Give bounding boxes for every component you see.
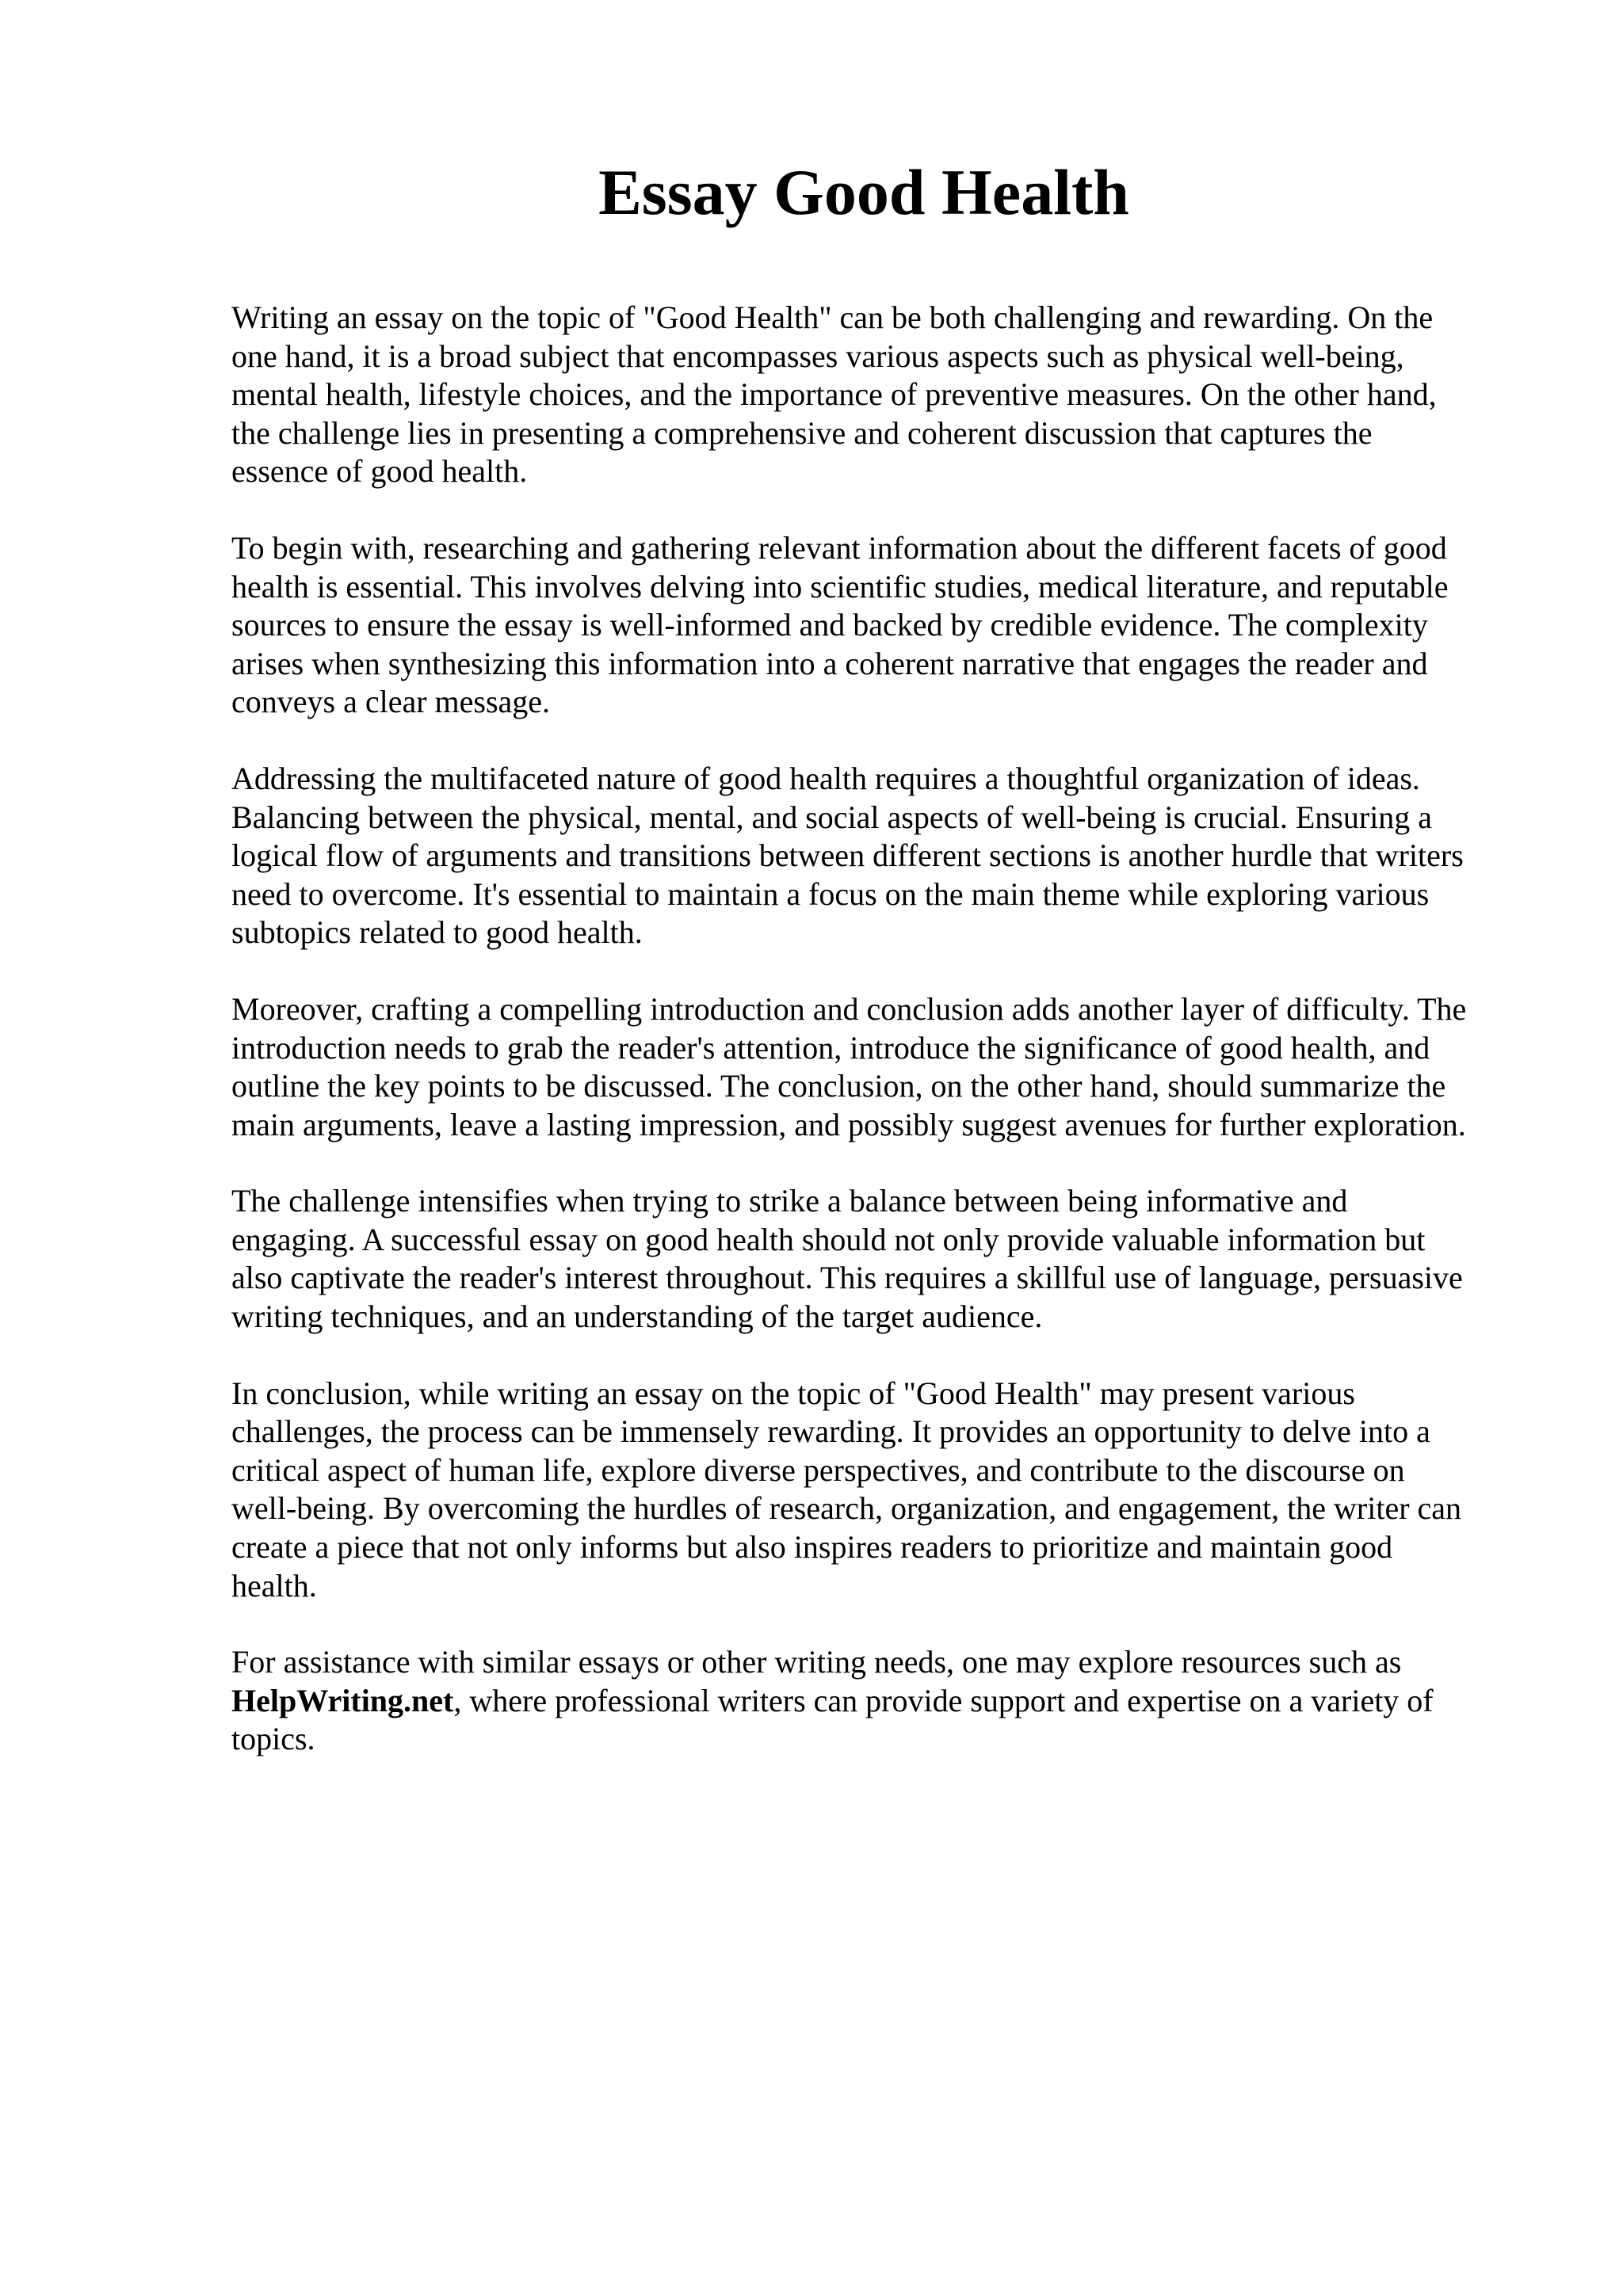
paragraph-4 xyxy=(231,990,1531,1144)
paragraph-line: main arguments, leave a lasting impression, and possibly suggest avenues for further exploration. xyxy=(231,1106,1466,1142)
document-title: Essay Good Health xyxy=(598,156,1129,228)
paragraph-line: well-being. By overcoming the hurdles of research, organization, and engagement, the writer can xyxy=(231,1490,1462,1527)
paragraph-line: To begin with, researching and gathering relevant information about the different facets of good xyxy=(231,529,1447,566)
paragraph-line: Addressing the multifaceted nature of good health requires a thoughtful organization of ideas. xyxy=(231,760,1420,796)
paragraph-5 xyxy=(231,1182,1531,1336)
paragraph-3 xyxy=(231,760,1531,952)
paragraph-line: one hand, it is a broad subject that encompasses various aspects such as physical well-being, xyxy=(231,338,1404,374)
paragraph-line: logical flow of arguments and transitions between different sections is another hurdle that writers xyxy=(231,837,1464,874)
paragraph-line: subtopics related to good health. xyxy=(231,914,643,951)
essay-body xyxy=(231,299,1531,1797)
paragraph-2 xyxy=(231,529,1531,722)
paragraph-6 xyxy=(231,1375,1531,1606)
helpwriting-brand: HelpWriting.net xyxy=(231,1682,454,1718)
paragraph-line: writing techniques, and an understanding of the target audience. xyxy=(231,1299,1043,1335)
paragraph-line: introduction needs to grab the reader's attention, introduce the significance of good health, and xyxy=(231,1029,1430,1066)
closing-line-3: topics. xyxy=(231,1721,315,1757)
paragraph-line: need to overcome. It's essential to maintain a focus on the main theme while exploring various xyxy=(231,875,1430,912)
paragraph-list xyxy=(231,299,1531,1605)
paragraph-line: critical aspect of human life, explore diverse perspectives, and contribute to the discourse on xyxy=(231,1451,1405,1488)
paragraph-line: essence of good health. xyxy=(231,453,528,490)
paragraph-line: health is essential. This involves delving into scientific studies, medical literature, and reputable xyxy=(231,568,1449,605)
paragraph-line: Moreover, crafting a compelling introduction and conclusion adds another layer of difficulty. The xyxy=(231,990,1467,1027)
paragraph-line: sources to ensure the essay is well-informed and backed by credible evidence. The complexity xyxy=(231,607,1428,643)
paragraph-line: The challenge intensifies when trying to strike a balance between being informative and xyxy=(231,1183,1348,1219)
paragraph-line: Writing an essay on the topic of "Good Health" can be both challenging and rewarding. On the xyxy=(231,299,1434,335)
closing-line-1: For assistance with similar essays or other writing needs, one may explore resources such as xyxy=(231,1644,1402,1680)
paragraph-line: conveys a clear message. xyxy=(231,684,551,720)
paragraph-line: the challenge lies in presenting a comprehensive and coherent discussion that captures the xyxy=(231,414,1373,451)
paragraph-line: mental health, lifestyle choices, and the importance of preventive measures. On the other hand, xyxy=(231,376,1437,413)
paragraph-line: create a piece that not only informs but also inspires readers to prioritize and maintain good xyxy=(231,1529,1393,1566)
paragraph-line: outline the key points to be discussed. The conclusion, on the other hand, should summarize the xyxy=(231,1068,1446,1104)
closing-line-2-rest: , where professional writers can provide support and expertise on a variety of xyxy=(453,1682,1434,1718)
paragraph-line: engaging. A successful essay on good health should not only provide valuable information but xyxy=(231,1221,1426,1257)
closing-line-2 xyxy=(231,1682,1531,1721)
closing-paragraph xyxy=(231,1643,1531,1759)
paragraph-line: also captivate the reader's interest throughout. This requires a skillful use of language, persuasive xyxy=(231,1260,1463,1296)
paragraph-line: In conclusion, while writing an essay on the topic of "Good Health" may present various xyxy=(231,1375,1355,1411)
paragraph-1 xyxy=(231,299,1531,491)
paragraph-line: health. xyxy=(231,1567,317,1604)
paragraph-line: Balancing between the physical, mental, and social aspects of well-being is crucial. Ensuring a xyxy=(231,799,1433,835)
paragraph-line: challenges, the process can be immensely rewarding. It provides an opportunity to delve into a xyxy=(231,1413,1430,1450)
paragraph-line: arises when synthesizing this information into a coherent narrative that engages the reader and xyxy=(231,645,1428,681)
